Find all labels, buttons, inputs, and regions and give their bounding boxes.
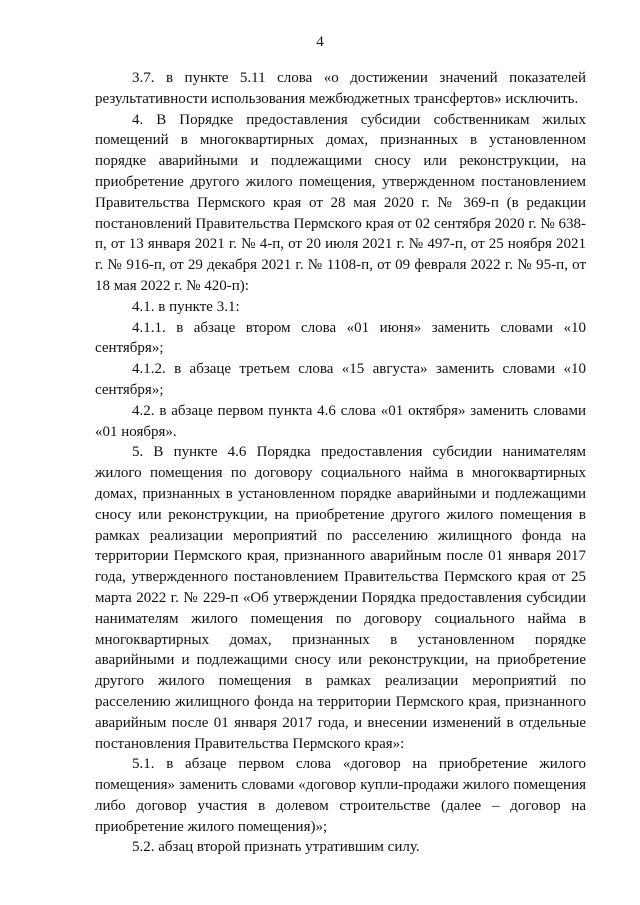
- paragraph-5-1: 5.1. в абзаце первом слова «договор на приобретение жилого помещения» заменить словами «договор купли-продажи жилого помещения либо договор участия в долевом строительстве (далее – договор на приобретение жилого помещения)»;: [95, 756, 586, 835]
- paragraph-4-2: 4.2. в абзаце первом пункта 4.6 слова «01 октября» заменить словами «01 ноября».: [95, 402, 586, 440]
- paragraph-4-1-1: 4.1.1. в абзаце втором слова «01 июня» заменить словами «10 сентября»;: [95, 319, 586, 357]
- paragraph-5: 5. В пункте 4.6 Порядка предоставления субсидии нанимателям жилого помещения по договору социального найма в многоквартирных домах, признанных в установленном порядке аварийными и подлежащими сносу или реконструкции, на приобретение другого жилого помещения в рамках реализации мероприятий по расселению жилищного фонда на территории Пермского края, признанного аварийным после 01 января 2017 года, утвержденного постановлением Правительства Пермского края от 25 марта 2022 г. № 229-п «Об утверждении Порядка предоставления субсидии нанимателям жилого помещения по договору социального найма в многоквартирных домах, признанных в установленном порядке аварийными и подлежащими сносу или реконструкции, на приобретение другого жилого помещения в рамках реализации мероприятий по расселению жилищного фонда на территории Пермского края, признанного аварийным после 01 января 2017 года, и внесении изменений в отдельные постановления Правительства Пермского края»:: [95, 444, 586, 752]
- paragraph-4: 4. В Порядке предоставления субсидии собственникам жилых помещений в многоквартирных домах, признанных в установленном порядке аварийными и подлежащими сносу или реконструкции, на приобретение другого жилого помещения, утвержденном постановлением Правительства Пермского края от 28 мая 2020 г. № 369-п (в редакции постановлений Правительства Пермского края от 02 сентября 2020 г. № 638-п, от 13 января 2021 г. № 4-п, от 20 июля 2021 г. № 497-п, от 25 ноября 2021 г. № 916-п, от 29 декабря 2021 г. № 1108-п, от 09 февраля 2022 г. № 95-п, от 18 мая 2022 г. № 420-п):: [95, 111, 586, 294]
- paragraph-3-7: 3.7. в пункте 5.11 слова «о достижении значений показателей результативности использования межбюджетных трансфертов» исключить.: [95, 70, 586, 107]
- paragraph-5-2: 5.2. абзац второй признать утратившим силу.: [132, 839, 420, 856]
- page-number: 4: [316, 34, 324, 50]
- paragraph-4-1: 4.1. в пункте 3.1:: [132, 298, 240, 315]
- document-body: [95, 68, 586, 858]
- paragraph-4-1-2: 4.1.2. в абзаце третьем слова «15 августа» заменить словами «10 сентября»;: [95, 361, 586, 398]
